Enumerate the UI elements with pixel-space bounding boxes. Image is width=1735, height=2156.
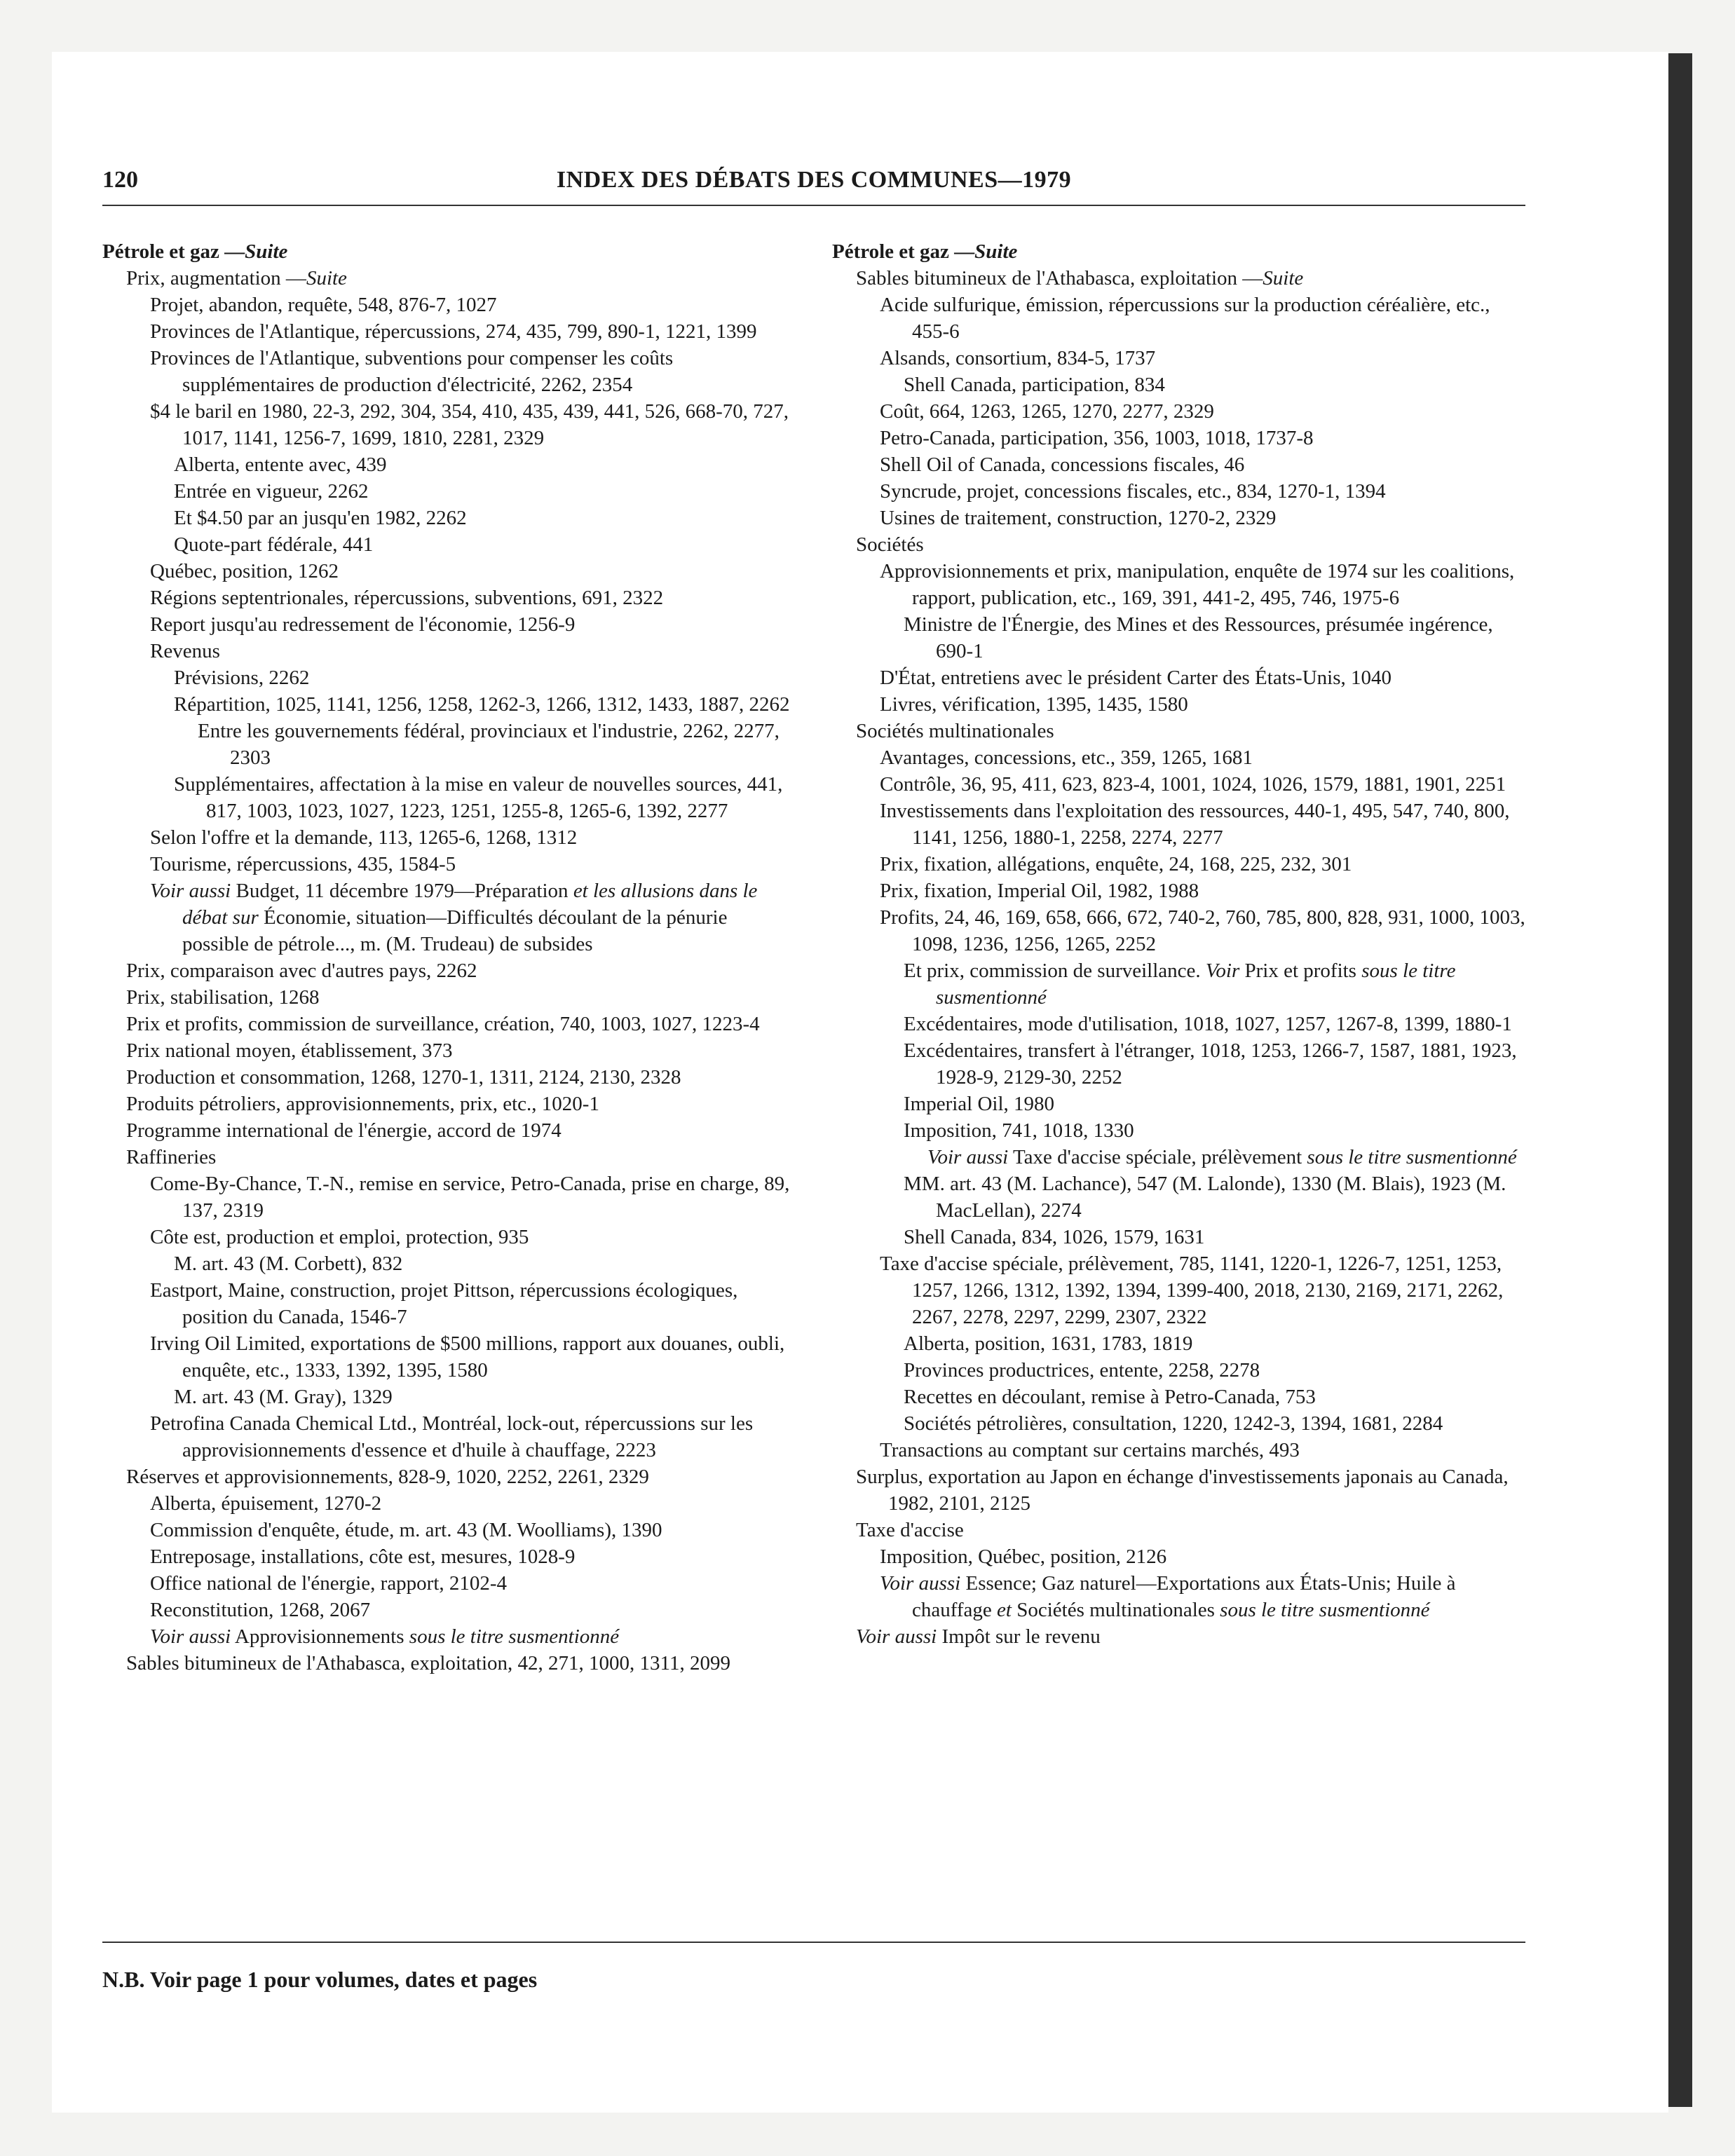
index-entry: [832, 1091, 1526, 1117]
index-entry-text: Ministre de l'Énergie, des Mines et des Ressources, présumée ingérence, 690-1: [904, 613, 1493, 662]
index-entry: [832, 1623, 1526, 1650]
index-entry: [102, 531, 796, 558]
index-entry: [832, 345, 1526, 371]
index-entry-text: Programme international de l'énergie, accord de 1974: [126, 1119, 562, 1142]
index-entry: [832, 771, 1526, 798]
index-entry: [832, 718, 1526, 744]
index-entry-text: Prix, comparaison avec d'autres pays, 2262: [126, 960, 477, 982]
index-entry-text: Imposition, Québec, position, 2126: [880, 1546, 1167, 1568]
index-entry-text: Petrofina Canada Chemical Ltd., Montréal, lock-out, répercussions sur les approvisionnements d'essence et d'huile à chauffage, 2223: [150, 1412, 754, 1461]
index-entry: [102, 318, 796, 345]
index-entry: [102, 1623, 796, 1650]
index-entry-text: Irving Oil Limited, exportations de $500 millions, rapport aux douanes, oubli, enquête, etc., 1333, 1392, 1395, 1580: [150, 1332, 785, 1381]
index-entry: [832, 664, 1526, 691]
index-entry: [832, 851, 1526, 878]
index-entry: [832, 265, 1526, 292]
index-entry-text: Impôt sur le revenu: [937, 1625, 1101, 1648]
index-entry-text: Sables bitumineux de l'Athabasca, exploitation —: [856, 267, 1263, 289]
index-entry: [102, 1144, 796, 1171]
index-entry-text: Économie, situation—Difficultés découlant de la pénurie possible de pétrole..., m. (M. Trudeau) de subsides: [182, 906, 728, 955]
index-entry: [832, 1224, 1526, 1250]
index-entry-italic-text: Voir aussi: [880, 1572, 961, 1595]
index-entry: [102, 1650, 796, 1677]
index-entry: [102, 558, 796, 585]
index-entry: [832, 425, 1526, 451]
index-entry: [832, 1330, 1526, 1357]
index-entry: [832, 531, 1526, 558]
index-entry-text: Raffineries: [126, 1146, 217, 1168]
index-entry-text: Coût, 664, 1263, 1265, 1270, 2277, 2329: [880, 400, 1214, 423]
index-entry: [102, 638, 796, 664]
index-entry-text: Shell Oil of Canada, concessions fiscales, 46: [880, 453, 1245, 476]
index-heading: [102, 238, 796, 265]
index-entry: [832, 1543, 1526, 1570]
index-entry-text: MM. art. 43 (M. Lachance), 547 (M. Lalonde), 1330 (M. Blais), 1923 (M. MacLellan), 2274: [904, 1173, 1506, 1222]
index-entry-text: Approvisionnements: [231, 1625, 409, 1648]
index-entry: [832, 1437, 1526, 1464]
index-entry: [832, 1144, 1526, 1171]
index-entry-text: Supplémentaires, affectation à la mise en valeur de nouvelles sources, 441, 817, 1003, 1023, 1027, 1223, 1251, 1255-8, 1265-6, 1392, 2277: [174, 773, 783, 822]
index-entry: [102, 691, 796, 718]
index-entry-text: Acide sulfurique, émission, répercussions sur la production céréalière, etc., 455-6: [880, 294, 1490, 343]
index-entry-text: Eastport, Maine, construction, projet Pittson, répercussions écologiques, position du Canada, 1546-7: [150, 1279, 738, 1328]
index-entry: [102, 957, 796, 984]
index-entry: [102, 611, 796, 638]
index-entry: [102, 1037, 796, 1064]
index-entry: [832, 451, 1526, 478]
index-entry-text: Alsands, consortium, 834-5, 1737: [880, 347, 1156, 369]
index-entry: [102, 718, 796, 771]
index-entry: [832, 1464, 1526, 1517]
index-entry: [102, 771, 796, 824]
index-entry-text: Revenus: [150, 640, 220, 662]
index-entry: [102, 1064, 796, 1091]
index-entry-text: Contrôle, 36, 95, 411, 623, 823-4, 1001, 1024, 1026, 1579, 1881, 1901, 2251: [880, 773, 1506, 796]
index-entry-text: Et $4.50 par an jusqu'en 1982, 2262: [174, 507, 467, 529]
index-entry: [832, 1384, 1526, 1410]
index-entry-text: Imperial Oil, 1980: [904, 1093, 1055, 1115]
index-entry-text: Shell Canada, 834, 1026, 1579, 1631: [904, 1226, 1205, 1248]
index-entry: [102, 1597, 796, 1623]
index-entry-text: Taxe d'accise spéciale, prélèvement: [1008, 1146, 1307, 1168]
index-entry-text: Production et consommation, 1268, 1270-1, 1311, 2124, 2130, 2328: [126, 1066, 681, 1089]
index-entry: [102, 664, 796, 691]
index-column-left: [102, 238, 796, 1677]
index-entry: [102, 1117, 796, 1144]
index-entry-text: Projet, abandon, requête, 548, 876-7, 1027: [150, 294, 497, 316]
index-entry-text: Office national de l'énergie, rapport, 2102-4: [150, 1572, 508, 1595]
index-entry-text: Entrée en vigueur, 2262: [174, 480, 369, 503]
page-header: [102, 167, 1525, 210]
index-entry-italic-text: sous le titre susmentionné: [1220, 1599, 1430, 1621]
index-entry-italic-text: Suite: [974, 240, 1018, 263]
index-entry: [102, 398, 796, 451]
index-entry-text: Avantages, concessions, etc., 359, 1265, 1681: [880, 746, 1253, 769]
index-entry-text: Essence; Gaz naturel—Exportations aux États-Unis; Huile à chauffage: [912, 1572, 1456, 1621]
index-entry: [832, 292, 1526, 345]
header-rule: [102, 205, 1525, 206]
index-entry-italic-text: sous le titre susmentionné: [936, 960, 1456, 1009]
index-entry: [832, 611, 1526, 664]
index-entry-text: Selon l'offre et la demande, 113, 1265-6, 1268, 1312: [150, 826, 578, 849]
index-entry-text: Pétrole et gaz —: [832, 240, 975, 263]
index-entry: [832, 505, 1526, 531]
index-entry-text: Alberta, position, 1631, 1783, 1819: [904, 1332, 1193, 1355]
index-entry: [832, 1410, 1526, 1437]
index-entry-italic-text: Voir: [1205, 960, 1240, 982]
index-entry: [102, 1011, 796, 1037]
index-entry-text: Come-By-Chance, T.-N., remise en service, Petro-Canada, prise en charge, 89, 137, 2319: [150, 1173, 790, 1222]
index-entry-italic-text: Suite: [245, 240, 288, 263]
index-entry-text: Provinces de l'Atlantique, subventions pour compenser les coûts supplémentaires de production d'électricité, 2262, 2354: [150, 347, 674, 396]
index-entry: [832, 1171, 1526, 1224]
index-entry: [102, 265, 796, 292]
index-entry-text: Provinces de l'Atlantique, répercussions, 274, 435, 799, 890-1, 1221, 1399: [150, 320, 757, 343]
index-entry-text: Imposition, 741, 1018, 1330: [904, 1119, 1134, 1142]
index-entry-text: Investissements dans l'exploitation des ressources, 440-1, 495, 547, 740, 800, 1141, 1256, 1880-1, 2258, 2274, 2277: [880, 800, 1510, 849]
index-entry: [102, 451, 796, 478]
index-entry-text: Taxe d'accise spéciale, prélèvement, 785, 1141, 1220-1, 1226-7, 1251, 1253, 1257, 1266, 1312, 1392, 1394, 1399-400, 2018, 2130, 2169, 2171, 2262, 2267, 2278, 2297, 2299, 2307, 2322: [880, 1253, 1504, 1328]
index-heading: [832, 238, 1526, 265]
index-entry-text: M. art. 43 (M. Gray), 1329: [174, 1386, 393, 1408]
footer-note: N.B. Voir page 1 pour volumes, dates et pages: [102, 1967, 538, 1992]
index-entry-text: Répartition, 1025, 1141, 1256, 1258, 1262-3, 1266, 1312, 1433, 1887, 2262: [174, 693, 790, 716]
index-entry-text: Québec, position, 1262: [150, 560, 339, 582]
index-entry-text: Produits pétroliers, approvisionnements, prix, etc., 1020-1: [126, 1093, 599, 1115]
index-entry-text: Et prix, commission de surveillance.: [904, 960, 1206, 982]
index-entry: [832, 1037, 1526, 1091]
index-entry-text: Budget, 11 décembre 1979—Préparation: [231, 880, 573, 902]
index-entry-text: Prévisions, 2262: [174, 667, 310, 689]
index-entry: [832, 798, 1526, 851]
index-entry: [832, 1570, 1526, 1623]
index-entry-text: Petro-Canada, participation, 356, 1003, 1018, 1737-8: [880, 427, 1314, 449]
index-entry-italic-text: Suite: [1263, 267, 1304, 289]
index-entry: [102, 1384, 796, 1410]
index-entry: [832, 1357, 1526, 1384]
index-entry-text: Surplus, exportation au Japon en échange d'investissements japonais au Canada, 1982, 2101, 2125: [856, 1466, 1509, 1515]
index-entry-text: Usines de traitement, construction, 1270-2, 2329: [880, 507, 1277, 529]
index-entry-text: Excédentaires, mode d'utilisation, 1018, 1027, 1257, 1267-8, 1399, 1880-1: [904, 1013, 1512, 1035]
index-entry-text: Entreposage, installations, côte est, mesures, 1028-9: [150, 1546, 576, 1568]
index-entry-text: Profits, 24, 46, 169, 658, 666, 672, 740-2, 760, 785, 800, 828, 931, 1000, 1003, 1098, 1236, 1256, 1265, 2252: [880, 906, 1525, 955]
index-entry: [832, 1517, 1526, 1543]
index-entry-text: Quote-part fédérale, 441: [174, 533, 374, 556]
index-entry: [102, 824, 796, 851]
index-entry: [832, 744, 1526, 771]
index-entry-text: Prix et profits, commission de surveillance, création, 740, 1003, 1027, 1223-4: [126, 1013, 760, 1035]
index-entry-text: Provinces productrices, entente, 2258, 2278: [904, 1359, 1260, 1381]
index-entry-text: Syncrude, projet, concessions fiscales, etc., 834, 1270-1, 1394: [880, 480, 1386, 503]
index-entry: [832, 1250, 1526, 1330]
index-entry-text: Alberta, épuisement, 1270-2: [150, 1492, 382, 1515]
index-entry: [832, 398, 1526, 425]
index-entry-text: Commission d'enquête, étude, m. art. 43 (M. Woolliams), 1390: [150, 1519, 662, 1541]
index-entry: [102, 1464, 796, 1490]
index-entry-text: Sables bitumineux de l'Athabasca, exploitation, 42, 271, 1000, 1311, 2099: [126, 1652, 730, 1674]
index-entry: [102, 1224, 796, 1250]
index-entry: [102, 292, 796, 318]
index-entry-text: Réserves et approvisionnements, 828-9, 1020, 2252, 2261, 2329: [126, 1466, 649, 1488]
index-entry-italic-text: et: [997, 1599, 1012, 1621]
index-entry: [832, 558, 1526, 611]
index-entry: [832, 957, 1526, 1011]
index-entry: [102, 1091, 796, 1117]
index-entry-text: Régions septentrionales, répercussions, subventions, 691, 2322: [150, 587, 664, 609]
index-entry: [102, 1543, 796, 1570]
index-entry: [832, 878, 1526, 904]
index-entry: [102, 345, 796, 398]
index-entry-text: Recettes en découlant, remise à Petro-Canada, 753: [904, 1386, 1316, 1408]
index-entry-text: Tourisme, répercussions, 435, 1584-5: [150, 853, 456, 875]
index-entry: [102, 1410, 796, 1464]
index-entry: [832, 478, 1526, 505]
index-entry-italic-text: Voir aussi: [927, 1146, 1009, 1168]
index-entry-text: Transactions au comptant sur certains marchés, 493: [880, 1439, 1300, 1461]
index-entry-text: Côte est, production et emploi, protection, 935: [150, 1226, 529, 1248]
footer-rule: [102, 1942, 1525, 1943]
index-entry: [102, 984, 796, 1011]
index-entry-text: Excédentaires, transfert à l'étranger, 1018, 1253, 1266-7, 1587, 1881, 1923, 1928-9, 2129-30, 2252: [904, 1039, 1517, 1089]
scan-edge-shadow: [1668, 53, 1692, 2107]
index-entry-text: Prix, fixation, allégations, enquête, 24, 168, 225, 232, 301: [880, 853, 1352, 875]
index-entry-text: Prix national moyen, établissement, 373: [126, 1039, 453, 1062]
index-entry: [102, 851, 796, 878]
index-entry: [102, 1250, 796, 1277]
index-entry-italic-text: sous le titre susmentionné: [409, 1625, 620, 1648]
index-entry-text: Sociétés multinationales: [1011, 1599, 1220, 1621]
index-entry-text: Sociétés: [856, 533, 924, 556]
index-entry-italic-text: Voir aussi: [150, 1625, 231, 1648]
index-entry-italic-text: Voir aussi: [856, 1625, 937, 1648]
index-entry-italic-text: Voir aussi: [150, 880, 231, 902]
index-entry: [832, 371, 1526, 398]
index-entry-text: Livres, vérification, 1395, 1435, 1580: [880, 693, 1188, 716]
index-entry-text: Sociétés multinationales: [856, 720, 1054, 742]
index-entry-text: Approvisionnements et prix, manipulation, enquête de 1974 sur les coalitions, rapport, publication, etc., 169, 391, 441-2, 495, 746, 1975-6: [880, 560, 1515, 609]
index-entry: [102, 1517, 796, 1543]
index-entry-text: Pétrole et gaz —: [102, 240, 245, 263]
index-entry: [102, 585, 796, 611]
index-entry-text: Sociétés pétrolières, consultation, 1220, 1242-3, 1394, 1681, 2284: [904, 1412, 1443, 1435]
index-entry: [102, 1490, 796, 1517]
running-title: INDEX DES DÉBATS DES COMMUNES—1979: [556, 167, 1072, 193]
index-entry-text: Reconstitution, 1268, 2067: [150, 1599, 371, 1621]
index-entry-text: Taxe d'accise: [856, 1519, 964, 1541]
index-entry: [102, 1171, 796, 1224]
index-entry-text: Entre les gouvernements fédéral, provinciaux et l'industrie, 2262, 2277, 2303: [198, 720, 780, 769]
index-entry-text: M. art. 43 (M. Corbett), 832: [174, 1253, 403, 1275]
index-entry-italic-text: et les allusions dans le débat sur: [182, 880, 758, 929]
index-entry: [102, 1570, 796, 1597]
index-entry-text: Prix, stabilisation, 1268: [126, 986, 320, 1009]
index-entry: [102, 878, 796, 957]
index-entry-text: $4 le baril en 1980, 22-3, 292, 304, 354, 410, 435, 439, 441, 526, 668-70, 727, 1017, 1141, 1256-7, 1699, 1810, 2281, 2329: [150, 400, 789, 449]
index-entry: [102, 478, 796, 505]
index-entry: [102, 1277, 796, 1330]
index-entry: [102, 505, 796, 531]
index-entry-italic-text: sous le titre susmentionné: [1307, 1146, 1517, 1168]
index-entry: [832, 691, 1526, 718]
index-entry: [832, 1011, 1526, 1037]
page-number: 120: [102, 167, 138, 193]
index-entry-text: Report jusqu'au redressement de l'économie, 1256-9: [150, 613, 576, 636]
index-entry-text: Prix, fixation, Imperial Oil, 1982, 1988: [880, 880, 1199, 902]
index-entry-text: Prix et profits: [1239, 960, 1362, 982]
index-entry-italic-text: Suite: [306, 267, 347, 289]
index-entry-text: Prix, augmentation —: [126, 267, 306, 289]
index-column-right: [832, 238, 1526, 1650]
index-entry-text: Alberta, entente avec, 439: [174, 453, 387, 476]
index-entry-text: Shell Canada, participation, 834: [904, 374, 1165, 396]
index-entry: [832, 904, 1526, 957]
index-entry: [102, 1330, 796, 1384]
index-entry: [832, 1117, 1526, 1144]
index-entry-text: D'État, entretiens avec le président Carter des États-Unis, 1040: [880, 667, 1392, 689]
